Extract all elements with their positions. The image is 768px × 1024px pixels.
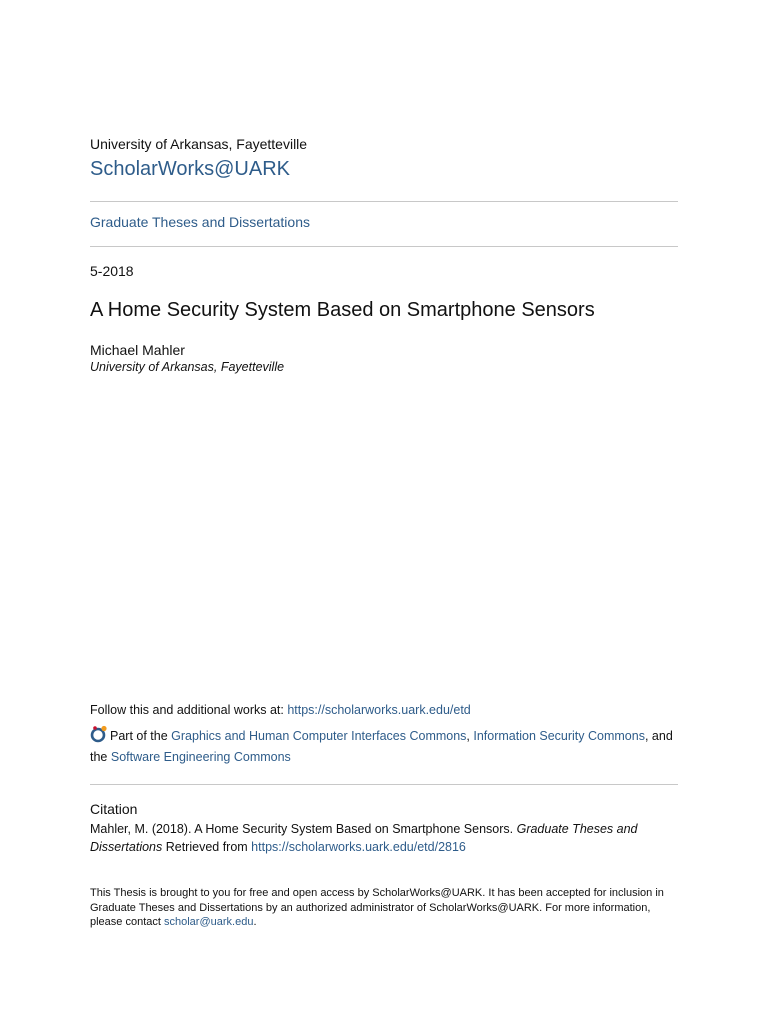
institution-name: University of Arkansas, Fayetteville xyxy=(90,136,308,152)
divider xyxy=(90,246,678,247)
part-of-line xyxy=(90,725,678,768)
citation-link[interactable]: https://scholarworks.uark.edu/etd/2816 xyxy=(251,840,466,854)
document-title: A Home Security System Based on Smartphone Sensors xyxy=(90,299,595,321)
divider xyxy=(90,784,678,785)
citation-text xyxy=(90,820,678,856)
divider xyxy=(90,201,678,202)
author-name: Michael Mahler xyxy=(90,342,185,358)
notice-text: This Thesis is brought to you for free and open access by ScholarWorks@UARK. It has been accepted for inclusion in Graduate Theses and Dissertations by an authorized administrator of ScholarWorks@UARK. For more information, please contact xyxy=(90,887,664,928)
bepress-network-icon xyxy=(90,725,108,743)
citation-heading: Citation xyxy=(90,801,138,817)
contact-email-link[interactable]: scholar@uark.edu xyxy=(164,916,254,928)
follow-line xyxy=(90,703,471,717)
separator: , xyxy=(466,729,474,743)
repository-link[interactable]: ScholarWorks@UARK xyxy=(90,158,290,180)
citation-series: Graduate Theses and Dissertations xyxy=(90,822,638,854)
citation-retrieved: Retrieved from xyxy=(162,840,252,854)
follow-text: Follow this and additional works at: xyxy=(90,703,288,717)
publication-date: 5-2018 xyxy=(90,263,134,279)
commons-link-software-engineering[interactable]: Software Engineering Commons xyxy=(110,750,291,764)
cover-page xyxy=(90,0,678,1024)
access-notice xyxy=(90,886,678,930)
collection-link[interactable]: Graduate Theses and Dissertations xyxy=(90,214,310,230)
the-text: the xyxy=(90,750,111,764)
follow-link[interactable]: https://scholarworks.uark.edu/etd xyxy=(287,703,471,717)
part-of-prefix: Part of the xyxy=(110,729,172,743)
commons-link-information-security[interactable]: Information Security Commons xyxy=(473,729,645,743)
notice-end: . xyxy=(253,916,257,928)
citation-body: Mahler, M. (2018). A Home Security System Based on Smartphone Sensors. xyxy=(90,822,517,836)
and-text: , and xyxy=(644,729,673,743)
author-affiliation: University of Arkansas, Fayetteville xyxy=(90,360,285,374)
commons-link-graphics-hci[interactable]: Graphics and Human Computer Interfaces Commons xyxy=(171,729,467,743)
